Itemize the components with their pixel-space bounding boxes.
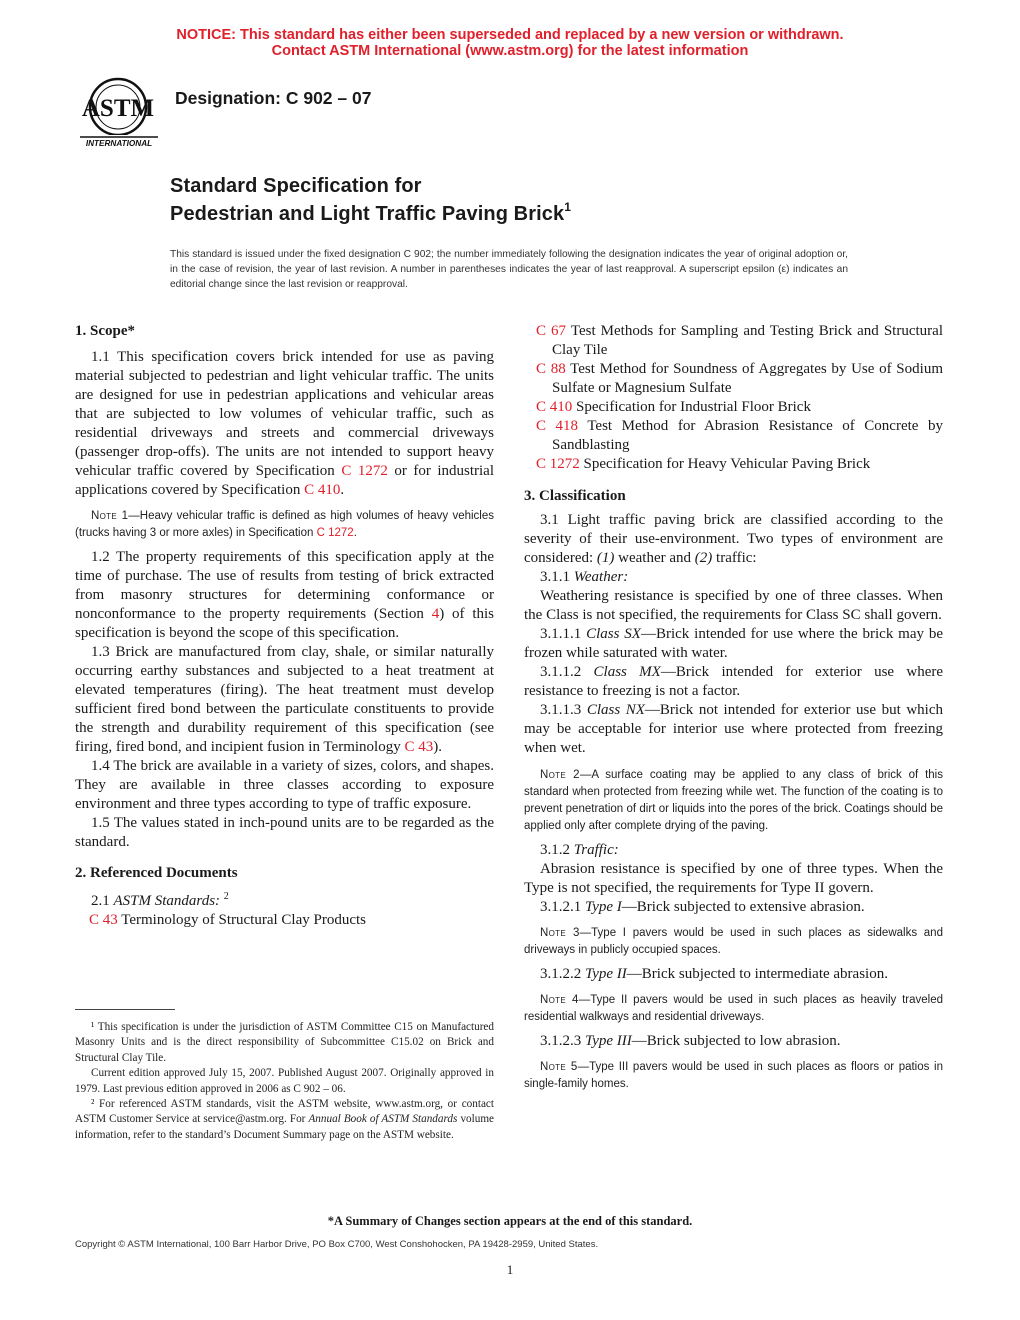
para-3-1-1-1: 3.1.1.1 Class SX—Brick intended for use where the brick may be frozen while saturated with water. — [524, 626, 944, 661]
title-footnote-ref: 1 — [564, 200, 571, 214]
summary-of-changes-note: *A Summary of Changes section appears at the end of this standard. — [327, 1214, 693, 1228]
note-2: Note 2—A surface coating may be applied to any class of brick of this standard when protected from freezing while wet. The function of the coating is to prevent penetration of dirt or liquids into the pores of the brick. Coatings should be applied only after complete drying of the paving. — [524, 769, 943, 832]
para-3-1-1-text: Weathering resistance is specified by one of three classes. When the Class is not specified, the requirements for Class SC shall govern. — [524, 588, 943, 623]
para-1-3: 1.3 Brick are manufactured from clay, shale, or similar naturally occurring earthy substances and subjected to a heat treatment at elevated temperatures (firing). The heat treatment must develop sufficient fired bond between the particulate constituents to provide the strength and durability requirement of this specification (see firing, fired bond, and incipient fusion in Terminology C 43). — [75, 644, 494, 755]
astm-logo-icon — [76, 71, 162, 151]
para-1-4: 1.4 The brick are available in a variety of sizes, colors, and shapes. They are available in three classes according to exposure environment and three types according to type of traffic exposure. — [75, 758, 494, 812]
logo-text: ASTM — [81, 95, 155, 122]
ref-c43: C 43 Terminology of Structural Clay Products — [89, 912, 366, 928]
designation: Designation: C 902 – 07 — [175, 88, 372, 108]
reference-link[interactable]: C 88 — [536, 361, 566, 377]
para-3-1-2-3: 3.1.2.3 Type III—Brick subjected to low abrasion. — [540, 1033, 841, 1049]
section-3-heading: 3. Classification — [524, 488, 626, 504]
notice-line-1: NOTICE: This standard has either been superseded and replaced by a new version or withdrawn. — [176, 27, 844, 43]
link-ref-c43[interactable]: C 43 — [89, 912, 118, 928]
footnote-2: ² For referenced ASTM standards, visit the ASTM website, www.astm.org, or contact ASTM Customer Service at service@astm.org. For Annual Book of ASTM Standards volume information, refer to the standard’s Document Summary page on the ASTM website. — [75, 1098, 494, 1141]
para-1-2: 1.2 The property requirements of this specification apply at the time of purchase. The use of results from testing of brick extracted from masonry structures for determining conformance or nonconformance to the property requirements (Section 4) of this specification is beyond the scope of this specification. — [75, 549, 494, 641]
link-c410[interactable]: C 410 — [304, 482, 341, 498]
para-3-1-2: 3.1.2 Traffic: — [540, 842, 619, 858]
footnotes — [75, 1020, 494, 1143]
copyright: Copyright © ASTM International, 100 Barr Harbor Drive, PO Box C700, West Conshohocken, PA 19428-2959, United States. — [75, 1239, 599, 1250]
reference-list — [524, 322, 943, 474]
reference-link[interactable]: C 418 — [536, 418, 579, 434]
page-number: 1 — [506, 1262, 514, 1277]
left-column — [75, 322, 494, 930]
reference-item: C 88 Test Method for Soundness of Aggregates by Use of Sodium Sulfate or Magnesium Sulfate — [536, 361, 943, 396]
link-section-4[interactable]: 4 — [431, 606, 440, 622]
reference-item: C 410 Specification for Industrial Floor Brick — [536, 399, 811, 415]
section-1-heading: 1. Scope* — [75, 323, 135, 339]
note-3: Note 3—Type I pavers would be used in such places as sidewalks and driveways in publicly occupied spaces. — [524, 927, 943, 956]
right-column — [524, 322, 943, 1099]
link-c1272-note[interactable]: C 1272 — [316, 527, 354, 539]
para-2-1: 2.1 ASTM Standards: $^2$ — [91, 891, 229, 909]
reference-item: C 418 Test Method for Abrasion Resistance of Concrete by Sandblasting — [536, 418, 943, 453]
footnote-rule — [75, 1009, 175, 1010]
footnote-1b: Current edition approved July 15, 2007. Published August 2007. Originally approved in 1979. Last previous edition approved in 2006 as C 902 – 06. — [75, 1067, 494, 1095]
note-4: Note 4—Type II pavers would be used in such places as heavily traveled residential walkways and residential driveways. — [524, 994, 943, 1023]
issued-note: This standard is issued under the fixed designation C 902; the number immediately following the designation indicates the year of original adoption or, in the case of revision, the year of last revision. A number in parentheses indicates the year of last reapproval. A superscript epsilon (ε) indicates an editorial change since the last revision or reapproval. — [170, 249, 848, 290]
footnote-1: ¹ This specification is under the jurisdiction of ASTM Committee C15 on Manufactured Masonry Units and is the direct responsibility of Subcommittee C15.02 on Brick and Structural Clay Tile. — [75, 1021, 494, 1064]
link-c43[interactable]: C 43 — [404, 739, 434, 755]
para-3-1-2-text: Abrasion resistance is specified by one of three types. When the Type is not specified, the requirements for Type II govern. — [524, 861, 943, 896]
para-1-5: 1.5 The values stated in inch-pound units are to be regarded as the standard. — [75, 815, 494, 850]
note-5: Note 5—Type III pavers would be used in such places as floors or patios in single-family homes. — [524, 1061, 943, 1090]
reference-item: C 67 Test Methods for Sampling and Testing Brick and Structural Clay Tile — [536, 323, 943, 358]
reference-link[interactable]: C 410 — [536, 399, 573, 415]
title-text: Pedestrian and Light Traffic Paving Brick — [170, 203, 565, 225]
para-3-1-2-2: 3.1.2.2 Type II—Brick subjected to intermediate abrasion. — [540, 966, 888, 982]
para-3-1-1-3: 3.1.1.3 Class NX—Brick not intended for exterior use but which may be acceptable for interior use where protected from freezing when wet. — [524, 702, 944, 756]
para-3-1-2-1: 3.1.2.1 Type I—Brick subjected to extensive abrasion. — [540, 899, 865, 915]
notice-line-2: Contact ASTM International (www.astm.org) for the latest information — [271, 43, 749, 59]
title-line-2 — [170, 200, 571, 226]
note-1: Note 1—Heavy vehicular traffic is defined as high volumes of heavy vehicles (trucks having 3 or more axles) in Specification C 1272. — [75, 510, 494, 539]
para-3-1-1-2: 3.1.1.2 Class MX—Brick intended for exterior use where resistance to freezing is not a factor. — [524, 664, 944, 699]
reference-link[interactable]: C 1272 — [536, 456, 580, 472]
title-line-1: Standard Specification for — [170, 175, 422, 197]
para-3-1: 3.1 Light traffic paving brick are classified according to the severity of their use-environment. Two types of environment are considered: (1) weather and (2) traffic: — [524, 512, 943, 566]
link-c1272[interactable]: C 1272 — [341, 463, 388, 479]
logo-subtext: INTERNATIONAL — [85, 139, 153, 148]
para-1-1: 1.1 This specification covers brick intended for use as paving material subjected to pedestrian and light vehicular traffic. The units are designed for use in pedestrian applications and vehicular areas that are subjected to low volumes of vehicular traffic, such as residential driveways and streets and commercial driveways (passenger drop-offs). The units are not intended to support heavy vehicular traffic covered by Specification C 1272 or for industrial applications covered by Specification C 410. — [75, 349, 494, 498]
reference-item: C 1272 Specification for Heavy Vehicular Paving Brick — [536, 456, 871, 472]
para-3-1-1: 3.1.1 Weather: — [540, 569, 629, 585]
reference-link[interactable]: C 67 — [536, 323, 567, 339]
section-2-heading: 2. Referenced Documents — [75, 865, 238, 881]
